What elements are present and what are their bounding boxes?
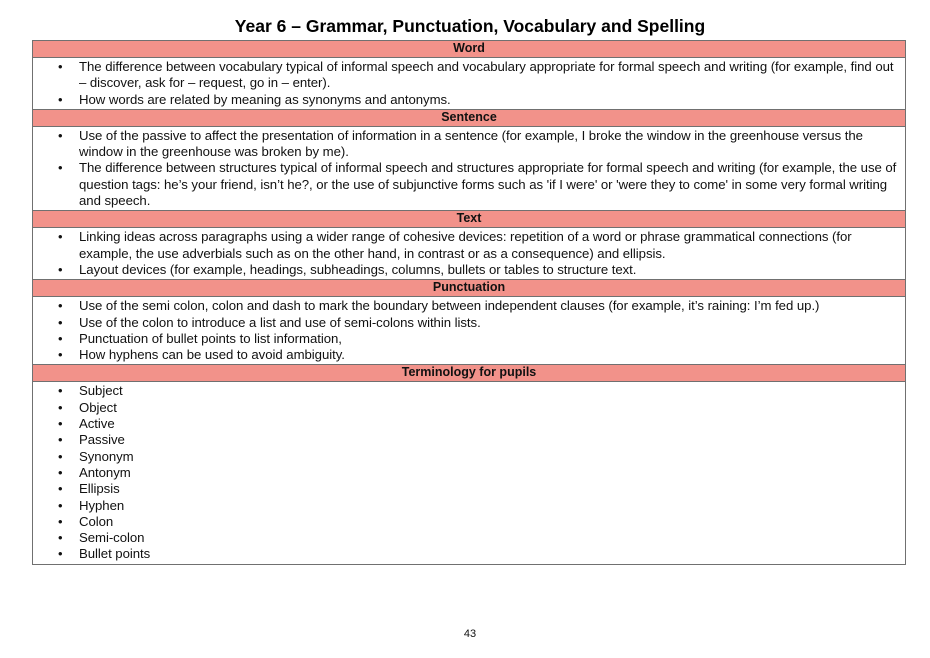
list-item: • Subject [33,383,901,399]
section-header-terminology: Terminology for pupils [33,365,905,382]
page-number: 43 [463,628,477,640]
section-header-sentence: Sentence [33,110,905,127]
section-body-text [33,228,905,280]
list-item: • Use of the colon to introduce a list and use of semi-colons within lists. [33,315,901,331]
list-item: • The difference between vocabulary typical of informal speech and vocabulary appropriate for formal speech and writing (for example, find out – discover, ask for – request, go in – enter). [33,59,901,92]
list-item: • Ellipsis [33,481,901,497]
section-header-punctuation: Punctuation [33,280,905,297]
list-item: • Linking ideas across paragraphs using a wider range of cohesive devices: repetition of a word or phrase grammatical connections (for example, the use adverbials such as on the other hand, in contrast or as a consequence) and ellipsis. [33,229,901,262]
bullet-list-text [33,229,901,278]
section-header-text: Text [33,211,905,228]
list-item: • Active [33,416,901,432]
list-item: • Semi-colon [33,530,901,546]
section-body-punctuation [33,297,905,365]
bullet-list-word [33,59,901,108]
section-body-sentence [33,127,905,211]
list-item: • Colon [33,514,901,530]
list-item: • Passive [33,432,901,448]
list-item: • Use of the semi colon, colon and dash to mark the boundary between independent clauses (for example, it’s raining: I’m fed up.) [33,298,901,314]
list-item: • Punctuation of bullet points to list information, [33,331,901,347]
bullet-list-punctuation [33,298,901,363]
list-item: • How hyphens can be used to avoid ambiguity. [33,347,901,363]
list-item: • Layout devices (for example, headings, subheadings, columns, bullets or tables to structure text. [33,262,901,278]
curriculum-table [32,40,906,565]
document-title: Year 6 – Grammar, Punctuation, Vocabulary and Spelling [234,16,706,36]
section-header-word: Word [33,41,905,58]
list-item: • Object [33,400,901,416]
section-body-word [33,58,905,110]
list-item: • Bullet points [33,546,901,562]
list-item: • Antonym [33,465,901,481]
list-item: • The difference between structures typical of informal speech and structures appropriate for formal speech and writing (for example, the use of question tags: he’s your friend, isn’t he?, or the use of subjunctive forms such as 'if I were' or 'were they to come' in some very formal writing and speech. [33,160,901,209]
bullet-list-terminology [33,383,901,562]
list-item: • Synonym [33,449,901,465]
bullet-list-sentence [33,128,901,209]
list-item: • Hyphen [33,498,901,514]
list-item: • Use of the passive to affect the presentation of information in a sentence (for example, I broke the window in the greenhouse versus the window in the greenhouse was broken by me). [33,128,901,161]
section-body-terminology [33,382,905,563]
list-item: • How words are related by meaning as synonyms and antonyms. [33,92,901,108]
